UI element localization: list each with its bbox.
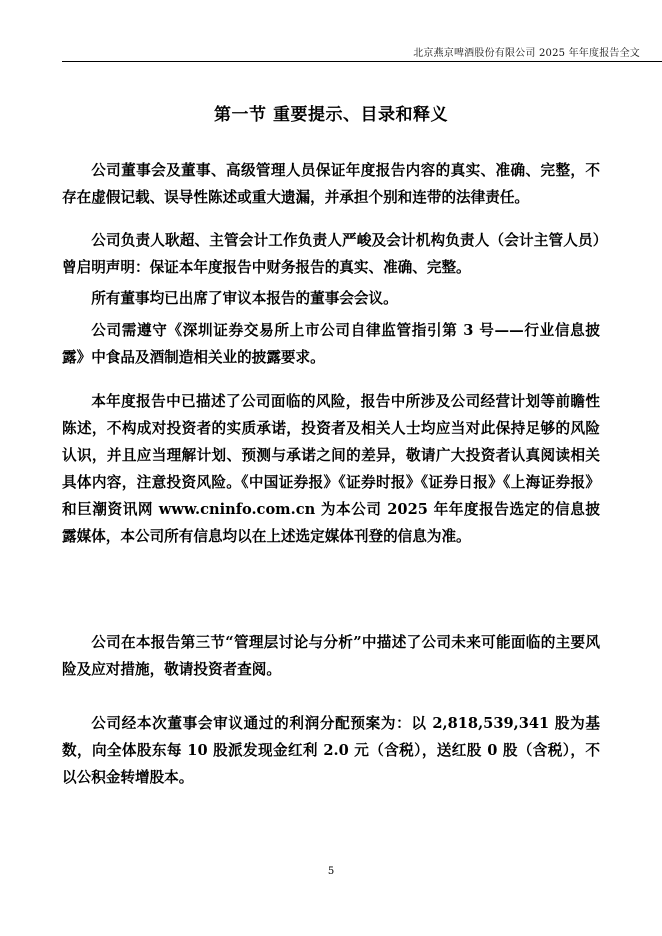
paragraph-profit-distribution: 公司经本次董事会审议通过的利润分配预案为：以 2,818,539,341 股为基数，向全体股东每 10 股派发现金红利 2.0 元（含税），送红股 0 股（含税），不以公积金转增股本。 — [62, 715, 600, 786]
section-title: 第一节 重要提示、目录和释义 — [214, 105, 448, 125]
paragraph-responsible-persons: 公司负责人耿超、主管会计工作负责人严峻及会计机构负责人（会计主管人员）曾启明声明：保证本年度报告中财务报告的真实、准确、完整。 — [62, 232, 600, 276]
running-header: 北京燕京啤酒股份有限公司 2025 年年度报告全文 — [413, 48, 640, 59]
paragraph-risk-reference: 公司在本报告第三节“管理层讨论与分析”中描述了公司未来可能面临的主要风险及应对措施，敬请投资者查阅。 — [62, 634, 600, 678]
paragraph-director-attendance: 所有董事均已出席了审议本报告的董事会会议。 — [91, 290, 398, 307]
header-divider — [62, 61, 662, 62]
paragraph-board-guarantee: 公司董事会及董事、高级管理人员保证年度报告内容的真实、准确、完整，不存在虚假记载、误导性陈述或重大遗漏，并承担个别和连带的法律责任。 — [62, 162, 600, 206]
page-number: 5 — [327, 866, 335, 877]
paragraph-risk-statement: 本年度报告中已描述了公司面临的风险，报告中所涉及公司经营计划等前瞻性陈述，不构成对投资者的实质承诺，投资者及相关人士均应当对此保持足够的风险认识，并且应当理解计划、预测与承诺之间的差异，敬请广大投资者认真阅读相关具体内容，注意投资风险。《中国证券报》《证券时报》《证券日报》《上海证券报》和巨潮资讯网 www.cninfo.com.cn 为本公司 2025 年年度报告选定的信息披露媒体，本公司所有信息均以在上述选定媒体刊登的信息为准。 — [62, 393, 600, 545]
paragraph-disclosure-requirement: 公司需遵守《深圳证券交易所上市公司自律监管指引第 3 号——行业信息披露》中食品及酒制造相关业的披露要求。 — [62, 322, 600, 366]
